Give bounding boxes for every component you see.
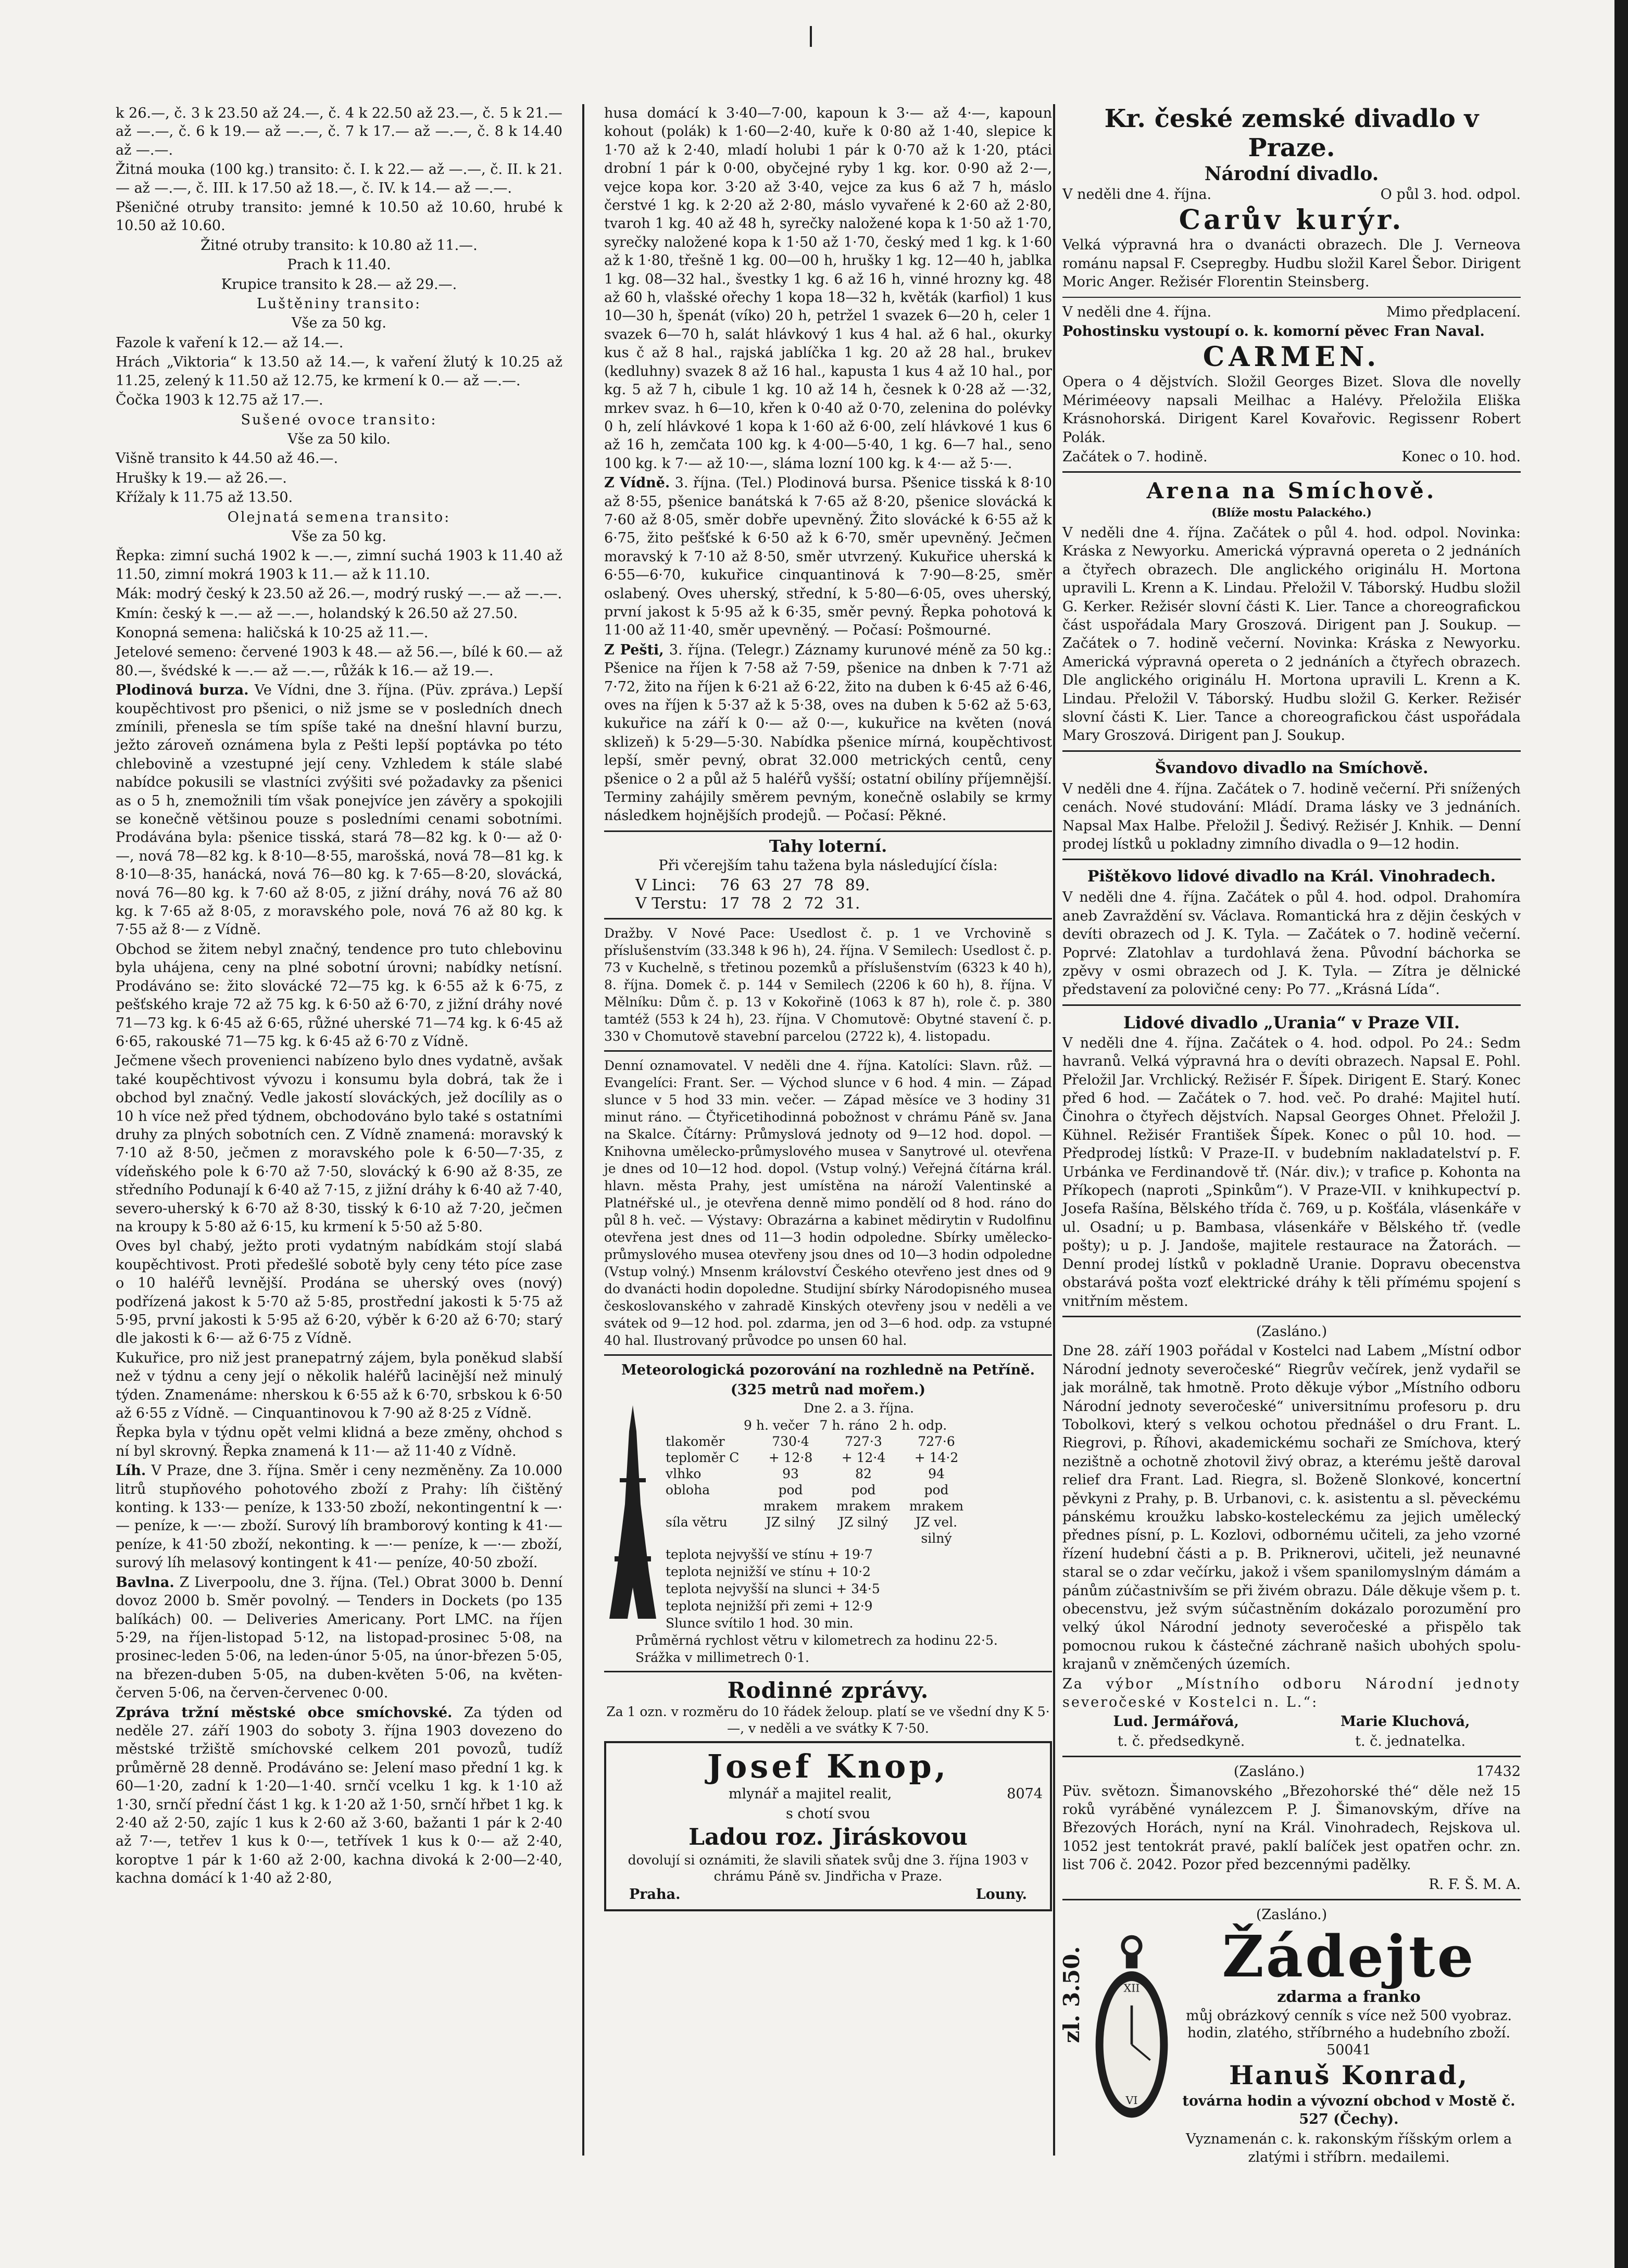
advert-footer: Vyznamenán c. k. rakonským říšským orlem a zlatými i stříbrn. medailemi. — [1186, 2131, 1512, 2166]
column-rule-1 — [582, 104, 584, 2156]
price-line: Mák: modrý český k 23.50 až 26.—, modrý ruský —.— až —.—. — [116, 586, 562, 602]
show-time: Začátek o 7. hodině. Konec o 10. hod. — [1062, 449, 1521, 465]
sent-heading-row: (Zasláno.) 17432 — [1233, 1763, 1521, 1780]
meteo-title: Meteorologická pozorování na rozhledně na Petříně. — [621, 1362, 1035, 1379]
petrin-tower-icon — [604, 1400, 661, 1624]
meteo-row: vlhko 93 82 94 — [666, 1466, 945, 1482]
column-2 — [604, 104, 1052, 2156]
article-pest: Z Pešti, 3. října. (Telegr.) Záznamy kurunové méně za 50 kg.: Pšenice na říjen k 7·58 až 7·59, pšenice na dnben k 7·71 až 7·72, žito na říjen k 6·21 až 6·22, žito na duben k 6·45 až 6·46, oves na říjen k 5·37 až k 5·38, oves na duben k 5·62 až 5·63, kukuřice na září k 0·— až 0·—, kukuřice na květen (nová sklizeň) k 5·29—5·30. Nabídka pšenice mírná, koupěchtivost lepší, směr pevný, obrat 32.000 metrických centů, ceny pšenice o 2 a půl až 5 haléřů vyšší; ostatní obilíny příjemnější. Terminy zahájily směrem pevným, konečně oslabily se krmy následkem hojnějších prodejů. — Počasí: Pěkné. — [604, 641, 1052, 824]
article-trh: Zpráva tržní městské obce smíchovské. Za týden od neděle 27. září 1903 do soboty 3. října 1903 dovezeno do městské tržiště smíchovské celkem 201 povozů, tudíž průměrně 28 denně. Prodáváno se: Jelení maso přední 1 kg. k 60—1·20, zadní k 1·20—1·40. srnčí vcelku 1 kg. k 1·10 až 1·30, srnčí přední část 1 kg. k 1·20 až 1·50, srnčí hřbet 1 kg. k 2·40 až 2·50, zajíc 1 kus k 2·60 až 3·60, bažanti 1 pár k 2·40 až 7·—, tetřev 1 kus k 0·—, tetřívek 1 kus k 0·— až 2·40, koroptve 1 pár k 1·60 až 2·00, kachna divoká k 2·00—2·40, kachna domácí k 1·40 až 2·80, — [116, 1704, 562, 1887]
groom-occupation: mlynář a majitel realit, 8074 — [728, 1786, 1043, 1803]
theatre-subtitle: Národní divadlo. — [1204, 163, 1379, 185]
wedding-announcement — [604, 1741, 1052, 1911]
advert-text: můj obrázkový cenník s více než 500 vyobraz. hodin, zlatého, stříbrného a hudebního zboží. 50041 — [1185, 2007, 1512, 2058]
lottery-title: Tahy loterní. — [769, 836, 887, 856]
meteo-subtitle: (325 metrů nad mořem.) — [730, 1381, 926, 1398]
show-time: V neděli dne 4. října. O půl 3. hod. odpol. — [1062, 186, 1521, 203]
pistek-text: V neděli dne 4. října. Začátek o půl 4. hod. odpol. Drahomíra aneb Zavraždění sv. Václava. Romantická hra z dějin českých v devíti obrazech od J. K. Tyla. — Začátek o 7. hodině večerní. Poprvé: Zlatohlav a turdohlavá žena. Původní báchorka se zpěvy v osmi obrazech od J. K. Tyla. — Zítra je dělnické představení za polovičné ceny: Po 77. „Krásná Lída“. — [1062, 889, 1521, 998]
divider — [1062, 1756, 1521, 1757]
advert-name: Hanuš Konrad, — [1229, 2059, 1469, 2090]
price-line: Prach k 11.40. — [287, 257, 391, 273]
article-paragraph: Ječmene všech provenienci nabízeno bylo dnes vydatně, avšak také koupěchtivost vývozu i konsumu byla dobrá, tak že i obchod byl značný. Vedle jakostí slováckých, jež docílily as o 10 h více než před týdnem, obchodováno bylo také s ostatními druhy za plných sobotních cen. Z Vídně znamená: moravský k 7·10 až 8·50, ječmen z moravského pole k 6·50—7·35, z vídeňského pole k 6·70 až 7·50, slovácký k 6·90 až 8·35, ze středního Podunají k 6·40 až 7·15, z jižní dráhy k 6·40 až 7·40, severo-uherský k 6·70 až 8·30, tisský k 6·10 až 7·20, ječmen na kroupy k 5·80 až 6·15, ku krmení k 5·50 až 5·80. — [116, 1053, 562, 1235]
article-paragraph: Oves byl chabý, ježto proti vydatným nabídkám stojí slabá koupěchtivost. Proti předešlé sobotě byly ceny této píce zase o 10 haléřů levnější. Prodána se uherský oves (nový) podřízená jakost k 5·70 až 5·85, prostřední jakosti k 5·75 až 5·95, první jakosti k 5·95 až 6·20, výběr k 6·20 až 6·70; starý dle jakosti k 6·— až 6·75 z Vídně. — [116, 1238, 562, 1347]
price-line: Konopná semena: haličská k 10·25 až 11.—. — [116, 624, 429, 641]
divider — [604, 1671, 1052, 1672]
sent-text: Dne 28. září 1903 pořádal v Kostelci nad Labem „Místní odbor Národní jednoty severočeské“ Riegrův večírek, jenž vydařil se jak morálně, tak hmotně. Proto děkuje výbor „Místního odboru Národní jednoty severočeské“ universitnímu profesoru p. dru Tobolkovi, který s velkou ochotou přednášel o dru Frant. L. Riegrovi, p. Říhovi, akademickému sochaři ze Smíchova, který nezištně a ochotně zhotovil živý obraz, a kterému ještě daroval relief dra Frant. Lad. Riegra, sl. Boženě Slonkové, koncertní pěvkyni z Prahy, p. B. Urbanovi, c. k. asistentu a sl. pěveckému pánskému kroužku labsko-kosteleckému za jejich umělecký přednes písní, p. L. Kozlovi, odbornému učiteli, za jeho vzorné řízení hudební části a p. B. Priknerovi, učiteli, jež neunavné staral se o zdar večírku, jakož i všem spanilomyslným dámám a pánům zúčastnivším se při živém obrazu. Dále děkuje všem p. t. obecenstvu, jež svým súčastněním dokázalo porozumění pro velký úkol Národní jednoty severočeské a přispělo tak pomocnou rukou k částečné záchraně našich ubohých spolukrajanů v zněmčených územích. — [1062, 1343, 1521, 1673]
meteo-row: síla větru JZ silný JZ silný JZ vel. silný — [666, 1515, 958, 1546]
lottery-row: V Terstu: 17 78 2 72 31. — [635, 894, 860, 913]
pistek-title: Pištěkovo lidové divadlo na Král. Vinohradech. — [1087, 867, 1496, 886]
svanda-title: Švandovo divadlo na Smíchově. — [1155, 759, 1429, 777]
price-line: Kmín: český k —.— až —.—, holandský k 26.50 až 27.50. — [116, 605, 518, 622]
lottery-table — [604, 876, 1052, 913]
price-line: Hrušky k 19.— až 26.—. — [116, 470, 287, 486]
column-1 — [116, 104, 562, 2156]
divider — [604, 918, 1052, 919]
family-news-price: Za 1 ozn. v rozměru do 10 řádek želoup. platí se ve všední dny K 5·—, v neděli a ve svátky K 7·50. — [606, 1704, 1050, 1736]
divider — [604, 1354, 1052, 1356]
article-paragraph: Obchod se žitem nebyl značný, tendence pro tuto chlebovinu byla uhájena, ceny na plné sobotní úrovni; nabídky netísní. Prodáváno se: žito slovácké 72—75 kg. k 6·55 až k 6·75, z pešťského kraje 72 až 75 kg. k 6·50 až 6·70, z jižní dráhy nové 71—73 kg. k 6·45 až 6·65, růžné uherské 71—74 kg. k 6·45 až 6·65, rakouské 71—75 kg. k 6·45 až 6·70 z Vídně. — [116, 941, 562, 1050]
price-line: Čočka 1903 k 12.75 až 17.—. — [116, 392, 323, 409]
section-heading: Sušené ovoce transito: — [241, 411, 437, 428]
section-heading: Olejnatá semena transito: — [227, 509, 451, 525]
show-title: CARMEN. — [1203, 341, 1381, 373]
meteo-extra: Průměrná rychlost větru v kilometrech za hodinu 22·5. — [635, 1633, 998, 1648]
show-text: Opera o 4 dějstvích. Složil Georges Bizet. Slova dle novelly Mériméeovy napsali Meilhac a Halévy. Přeložila Eliška Krásnohorská. Dirigent Karel Kovařovic. Regissenr Robert Polák. — [1062, 374, 1521, 446]
article-title: Líh. — [116, 1463, 146, 1479]
divider — [1062, 750, 1521, 752]
wedding-cities: Praha. Louny. — [629, 1886, 1027, 1903]
sent-signature: R. F. Š. M. A. — [1429, 1876, 1521, 1893]
article-title: Bavlna. — [116, 1574, 174, 1591]
show-title: Carův kurýr. — [1179, 204, 1405, 236]
with-wife: s chotí svou — [785, 1805, 871, 1822]
article-paragraph: husa domácí k 3·40—7·00, kapoun k 3·— až 4·—, kapoun kohout (polák) k 1·60—2·40, kuře k 0·80 až 1·40, slepice k 1·70 až k 2·40, mladí holubi 1 pár k 0·70 až k 1·20, ptáci drobní 1 pár k 0·00, obyčejné ryby 1 kg. kor. 0·90 až 2·—, vejce kopa kor. 3·20 až 3·40, vejce za kus 6 až 7 h, máslo čerstvé 1 kg. k 2·20 až 2·80, máslo vyvařené k 2·60 až 2·80, tvaroh 1 kg. 40 až 48 h, syrečky naložené kopa k 1·50 až 1·70, syrečky naložené kopa k 1·50 až 1·70, český med 1 kg. k 1·60 až k 1·80, třešně 1 kg. 00—00 h, hrušky 1 kg. 12—40 h, jablka 1 kg. 08—32 hal., švestky 1 kg. 6 až 16 h, vinné hrozny kg. 48 až 60 h, vlašské ořechy 1 kopa 18—32 h, květák (karfiol) 1 kus 10—30 h, špenát (víko) 20 h, petržel 1 svazek 6—20 h, celer 1 svazek 6—70 h, salát hlávkový 1 kus 4 hal. až 6 hal., okurky kus č až 8 hal., rajská jablíčka 1 kg. 20 až 28 hal., brukev (kedluhny) svazek 8 až 16 hal., kapusta 1 kus 4 až 10 hal., por kg. 5 až 7 h, cibule 1 kg. 10 až 14 h, česnek k 0·28 až —·32, mrkev svaz. h 6—10, křen k 0·40 až 0·70, zelenina do polévky 0 h, zelí hlávkové 1 kopa k 1·60 až 6·00, zelí hlávkové 1 kus 6 až 16 h, zemčata 100 kg. k 4·00—5·40, 1 kg. 6—7 hal., seno 100 kg. k 7·— až 10·—, sláma lozní 100 kg. k 4·— až 5·—. — [604, 105, 1052, 472]
article-lih: Líh. V Praze, dne 3. října. Směr i ceny nezměněny. Za 10.000 litrů stupňového pohotového zboží z Prahy: líh čištěný konting. k 133·— peníze, k 133·50 zboží, nekontingentní k —·— peníze, k —·— zboží. Surový líh bramborový konting k 41·— peníze, k 41·50 zboží, nekonting. k —·— peníze, k —·— zboží, surový líh melasový kontingent k 41·— peníze, 40·50 zboží. — [116, 1463, 562, 1571]
article-vieden: Z Vídně. 3. října. (Tel.) Plodinová bursa. Pšenice tisská k 8·10 až 8·55, pšenice banátská k 7·65 až 8·20, pšenice slovácká k 7·60 až 8·05, směr dobře upevněný. Žito slovácké k 6·55 až k 6·75, žito pešťské k 6·50 až k 6·70, směr upevněný. Ječmen moravský k 7·10 až 8·50, směr utvrzený. Kukuřice uherská k 6·55—6·70, kukuřice cinquantinová k 7·90—8·25, směr oslabený. Oves uherský, střední, k 5·80—6·05, oves uherský, první jakost k 5·95 až k 6·35, směr pevný. Řepka pohotová k 11·00 až 11·40, směr upevněný. — Počasí: Pošmourné. — [604, 475, 1053, 639]
page-mark — [810, 26, 812, 47]
daily-notice: Denní oznamovatel. V neděli dne 4. října. Katolíci: Slavn. růž. — Evangelíci: Frant. Ser. — Východ slunce v 6 hod. 4 min. — Západ slunce v 5 hod 33 min. večer. — Západ měsíce ve 3 hodiny 31 minut ráno. — Čtyřicetihodinná pobožnost v chrámu Páně sv. Jana na Skalce. Čítárny: Průmyslová jednoty od 9—12 hod. dopol. — Knihovna umělecko-průmyslového musea v Sanytrové ul. otevřena je dnes od 10—12 hod. dopol. (Vstup volný.) Veřejná čítárna král. hlavn. města Prahy, jest umístěna na nároží Valentinské a Platnéřské ul., je otevřena denně mimo pondělí od 8 hod. ráno do půl 8 h. več. — Výstavy: Obrazárna a kabinet mědirytin v Rudolfinu otevřena jest dnes od 11—3 hodin odpoledne. Sbírky umělecko-průmyslového musea otevřeny jsou dnes od 10—3 hodin odpoledne (Vstup volný.) Mnsenm království Českého otevřeno jest dnes od 9 do dvanácti hodin dopoledne. Studijní sbírky Národopisného musea českoslovanského v zahradě Kinských otevřeny jsou v neděli a ve svátek od 9—12 hod. pol. zdarma, jen od 3—6 hod. odp. za vstupné 40 hal. Ilustrovaný průvodce po unsen 60 hal. — [604, 1058, 1052, 1349]
divider — [1062, 1899, 1521, 1900]
pocket-watch — [1059, 1925, 1172, 2149]
unit-note: Vše za 50 kg. — [292, 528, 386, 545]
guest-note: Pohostinsku vystoupí o. k. komorní pěvec Fran Naval. — [1062, 323, 1485, 340]
price-line: Řepka: zimní suchá 1902 k —.—, zimní suchá 1903 k 11.40 až 11.50, zimní mokrá 1903 k 11.— až k 11.10. — [116, 548, 562, 583]
wedding-text: dovolují si oznámiti, že slavili sňatek svůj dne 3. října 1903 v chrámu Páně sv. Jindřicha v Praze. — [628, 1853, 1029, 1884]
meteo-row: obloha pod mrakem pod mrakem pod mrakem — [666, 1482, 964, 1514]
divider — [1062, 1004, 1521, 1006]
meteo-header: 9 h. večer 7 h. ráno 2 h. odp. — [744, 1418, 947, 1433]
urania-title: Lidové divadlo „Urania“ v Praze VII. — [1123, 1012, 1460, 1032]
sent-roles: t. č. předsedkyně. t. č. jednatelka. — [1117, 1733, 1466, 1749]
arena-subtitle: (Blíže mostu Palackého.) — [1211, 506, 1372, 520]
price-line: Žitná mouka (100 kg.) transito: č. I. k 22.— až —.—, č. II. k 21.— až —.—, č. III. k 17.50 až 18.—, č. IV. k 14.— až —.—. — [116, 161, 563, 196]
advert-headline: Žádejte — [1222, 1922, 1476, 1990]
watch-advert — [1059, 1922, 1521, 2167]
section-heading: Luštěniny transito: — [256, 296, 422, 312]
scan-edge — [1614, 0, 1628, 2268]
svanda-text: V neděli dne 4. října. Začátek o 7. hodině večerní. Při snížených cenách. Nové studování: Mládí. Drama lásky ve 3 jednáních. Napsal Max Halbe. Přeložil J. Šedivý. Režisér J. Knhik. — Denní prodej lístků u pokladny zimního divadla o 9—12 hodin. — [1062, 780, 1521, 852]
article-title: Plodinová burza. — [116, 682, 249, 699]
meteo-block — [604, 1400, 1052, 1666]
meteo-row: tlakoměr 730·4 727·3 727·6 — [666, 1434, 955, 1450]
divider — [604, 1050, 1052, 1052]
auction-notice: Dražby. V Nové Pace: Usedlost č. p. 1 ve Vrchovině s příslušenstvím (33.348 k 96 h), 24. října. V Semilech: Usedlost č. p. 73 v Kuchelně, s třetinou pozemků a příslušenstvím (6323 k 40 h), 8. října. Domek č. p. 144 v Semilech (2206 k 60 h), 8. října. V Mělníku: Dům č. p. 13 v Kokořině (1063 k 87 h), role č. p. 380 tamtéž (553 k 24 h), 23. října. V Chomutově: Obytné stavení č. p. 330 v Chomutově stavební parcelou (2722 k), 4. listopadu. — [604, 926, 1052, 1044]
meteo-extra: teplota nejnižší ve stínu + 10·2 — [666, 1564, 871, 1580]
urania-text: V neděli dne 4. října. Začátek o 4. hod. odpol. Po 24.: Sedm havranů. Velká výpravná hra o devíti obrazech. Napsal E. Pohl. Přeložil Jar. Vrchlický. Režisér F. Šípek. Dirigent E. Starý. Konec před 6 hod. — Začátek o 7. hod. več. Po drahé: Majitel hutí. Činohra o čtyřech dějstvích. Napsal Georges Ohnet. Přeložil J. Kühnel. Režisér František Šípek. Konec o půl 10. hod. — Předprodej lístků: V Praze-II. v budebním nakladatelství p. F. Urbánka ve Ferdinandově tř. (Nár. div.); v trafice p. Kohonta na Příkopech (naproti „Spinkům“). V Praze-VII. v knihkupectví p. Josefa Rašína, Bělského třída č. 769, u p. Košťála, vlásenkáře v ul. Osadní; u p. Bambasa, vlásenkáře v Bělského tř. (vedle pošty); u p. J. Jandoše, majitele restaurace na Žatorách. — Denní prodej lístků v pokladně Uranie. Dopravu obecenstva obstarává pošta vozť elektrické dráhy k těli přímému spojení s vnitřním městem. — [1062, 1035, 1521, 1309]
arena-text: V neděli dne 4. října. Začátek o půl 4. hod. odpol. Novinka: Kráska z Newyorku. Americká výpravná opereta o 2 jednáních a čtyřech obrazech. Dle anglického originálu H. Mortona upravili L. Krenn a K. Lindau. Přeložil V. Táborský. Hudbu složil G. Kerker. Režisér slovní části K. Lier. Tance a choreografickou část uspořádala Mary Groszová. Dirigent pan J. Soukup. — Začátek o 7. hodině večerní. Novinka: Kráska z Newyorku. Americká výpravná opereta o 2 jednáních a čtyřech obrazech. Dle anglického originálu H. Mortona upravili L. Krenn a K. Lindau. Přeložil V. Táborský. Hudbu složil G. Kerker. Režisér slovní části K. Lier. Tance a choreografickou část uspořádala Mary Groszová. Dirigent pan J. Soukup. — [1062, 524, 1521, 744]
divider — [604, 830, 1052, 832]
unit-note: Vše za 50 kilo. — [287, 431, 391, 447]
meteo-extra: teplota nejvyšší ve stínu + 19·7 — [666, 1547, 873, 1563]
meteo-extra: teplota nejnižší při zemi + 12·9 — [666, 1598, 873, 1614]
unit-note: Vše za 50 kg. — [292, 315, 386, 332]
price-line: Hrách „Viktoria“ k 13.50 až 14.—, k vaření žlutý k 10.25 až 11.25, zelený k 11.50 až 12.75, ke krmení k 0.— až —.—. — [116, 354, 562, 389]
column-3 — [1059, 104, 1521, 2166]
show-time: V neděli dne 4. října. Mimo předplacení. — [1062, 304, 1521, 320]
meteo-extra: Srážka v millimetrech 0·1. — [635, 1650, 809, 1666]
lottery-subtitle: Při včerejším tahu tažena byla následující čísla: — [658, 858, 998, 874]
groom-name: Josef Knop, — [707, 1747, 949, 1786]
family-news-title: Rodinné zprávy. — [727, 1678, 929, 1704]
sent-heading: (Zasláno.) — [1256, 1323, 1328, 1340]
show-text: Velká výpravná hra o dvanácti obrazech. Dle J. Verneova románu napsal F. Csepregby. Hudbu složil Karel Šebor. Dirigent Moric Anger. Režisér Florentin Steinsberg. — [1062, 237, 1521, 291]
sent-heading: (Zasláno.) — [1256, 1907, 1328, 1923]
meteo-row: teploměr C + 12·8 + 12·4 + 14·2 — [666, 1450, 959, 1466]
sent-text: Püv. světozn. Šimanovského „Březohorské thé“ děle než 15 roků vyráběné vynálezcem P. J. Šimanovským, dříve na Březových Horách, nyní na Král. Vinohradech, Rejskova ul. 1052 jest tentokrát pravé, paklí balíček jest opatřen ochr. zn. list 706 č. 2042. Pozor před bezcennými padělky. — [1062, 1783, 1521, 1873]
arena-title: Arena na Smíchově. — [1146, 478, 1437, 504]
article-title: Zpráva tržní městské obce smíchovské. — [116, 1704, 453, 1721]
divider — [1062, 1316, 1521, 1317]
meteo-extra: teplota nejvyšší na slunci + 34·5 — [666, 1581, 880, 1597]
article-title: Z Pešti, — [604, 641, 664, 658]
price-line: Krupice transito k 28.— až 29.—. — [221, 276, 457, 293]
price-line: Žitné otruby transito: k 10.80 až 11.—. — [201, 237, 478, 254]
pocket-watch-icon — [1093, 1925, 1171, 2144]
svg-text:XII: XII — [1123, 1982, 1140, 1994]
article-title: Z Vídně. — [604, 475, 670, 492]
theatre-title: Kr. české zemské divadlo v Praze. — [1104, 104, 1479, 162]
article-paragraph: Kukuřice, pro niž jest pranepatrný zájem, byla poněkud slabší než v týdnu a ceny její o několik haléřů lacinější než minulý týden. Znamenáme: nherskou k 6·55 až k 6·70, srbskou k 6·50 až 6·55 z Vídně. — Cinquantinovou k 7·90 až 8·25 z Vídně. — [116, 1350, 562, 1422]
divider — [1062, 471, 1521, 473]
sent-names: Lud. Jermářová, Marie Kluchová, — [1113, 1713, 1470, 1730]
advert-free: zdarma a franko — [1277, 1987, 1421, 2006]
price-line: Křížaly k 11.75 až 13.50. — [116, 489, 293, 506]
price-line: Višně transito k 44.50 až 46.—. — [116, 450, 339, 467]
meteo-extra: Slunce svítilo 1 hod. 30 min. — [666, 1616, 854, 1631]
divider — [1062, 297, 1521, 298]
price-line: k 26.—, č. 3 k 23.50 až 24.—, č. 4 k 22.50 až 23.—, č. 5 k 21.— až —.—, č. 6 k 19.— až —.—, č. 7 k 17.— až —.—, č. 8 k 14.40 až —.—. — [116, 105, 562, 158]
lottery-row: V Linci: 76 63 27 78 89. — [635, 876, 870, 894]
sent-signature: Za výbor „Místního odboru Národní jednoty severočeské v Kostelci n. L.“: — [1062, 1675, 1521, 1711]
meteo-date: Dne 2. a 3. října. — [804, 1401, 914, 1416]
price-line: Fazole k vaření k 12.— až 14.—. — [116, 334, 344, 351]
bride-name: Ladou roz. Jiráskovou — [688, 1824, 968, 1851]
column-rule-2 — [1053, 104, 1055, 2156]
divider — [1062, 859, 1521, 860]
svg-text:VI: VI — [1125, 2094, 1138, 2107]
advert-factory: továrna hodin a vývozní obchod v Mostě č. 527 (Čechy). — [1182, 2093, 1516, 2128]
article-burza: Plodinová burza. Ve Vídni, dne 3. října. (Püv. zpráva.) Lepší koupěchtivost pro pšenici, o niž jsme se v posledních dnech zmínili, přenesla se tím spíše také na dnešní hlavní burzu, ježto zároveň oznámena byla z Pešti lepší poptávka po této chlebovině a vzestupné její ceny. Vzhledem k stále slabé nabídce pokusili se vlastníci zvýšiti své požadavky za pšenici as o 5 h, znemožnili tím však ponejvíce jen závěry a spokojili se konečně většinou pouze s posledními cenami sobotními. Prodávána byla: pšenice tisská, stará 78—82 kg. k 0·— až 0·—, nová 78—82 kg. k 8·10—8·55, marošská, nová 78—81 kg. k 8·10—8·35, hanácká, nová 76—80 kg. k 7·65—8·20, slovácká, nová 76—80 kg. k 7·60 až 8·05, z jižní dráhy, nová 76 až 80 kg. k 7·65 až 8·05, z moravského pole, nová 76 až 80 kg. k 7·55 až 8·— z Vídně. — [116, 682, 562, 938]
watch-price: zl. 3.50. — [1059, 1946, 1084, 2043]
article-paragraph: Řepka byla v týdnu opět velmi klidná a beze změny, ohchod s ní byl skrovný. Řepka znamená k 11·— až 11·40 z Vídně. — [116, 1425, 562, 1459]
price-line: Pšeničné otruby transito: jemné k 10.50 až 10.60, hrubé k 10.50 až 10.60. — [116, 199, 562, 234]
price-line: Jetelové semeno: červené 1903 k 48.— až 56.—, bílé k 60.— až 80.—, švédské k —.— až —.—, růžák k 16.— až 19.—. — [116, 644, 562, 679]
article-bavlna: Bavlna. Z Liverpoolu, dne 3. října. (Tel.) Obrat 3000 b. Denní dovoz 2000 b. Směr povolný. — Tenders in Dockets (po 135 balíkách) 00. — Deliveries Americany. Port LMC. na říjen 5·29, na říjen-listopad 5·12, na listopad-prosinec 5·08, na prosinec-leden 5·06, na leden-únor 5·05, na únor-březen 5·05, na březen-duben 5·05, na duben-květen 5·06, na květen-červen 5·06, na červen-červenec 0·00. — [116, 1574, 562, 1702]
